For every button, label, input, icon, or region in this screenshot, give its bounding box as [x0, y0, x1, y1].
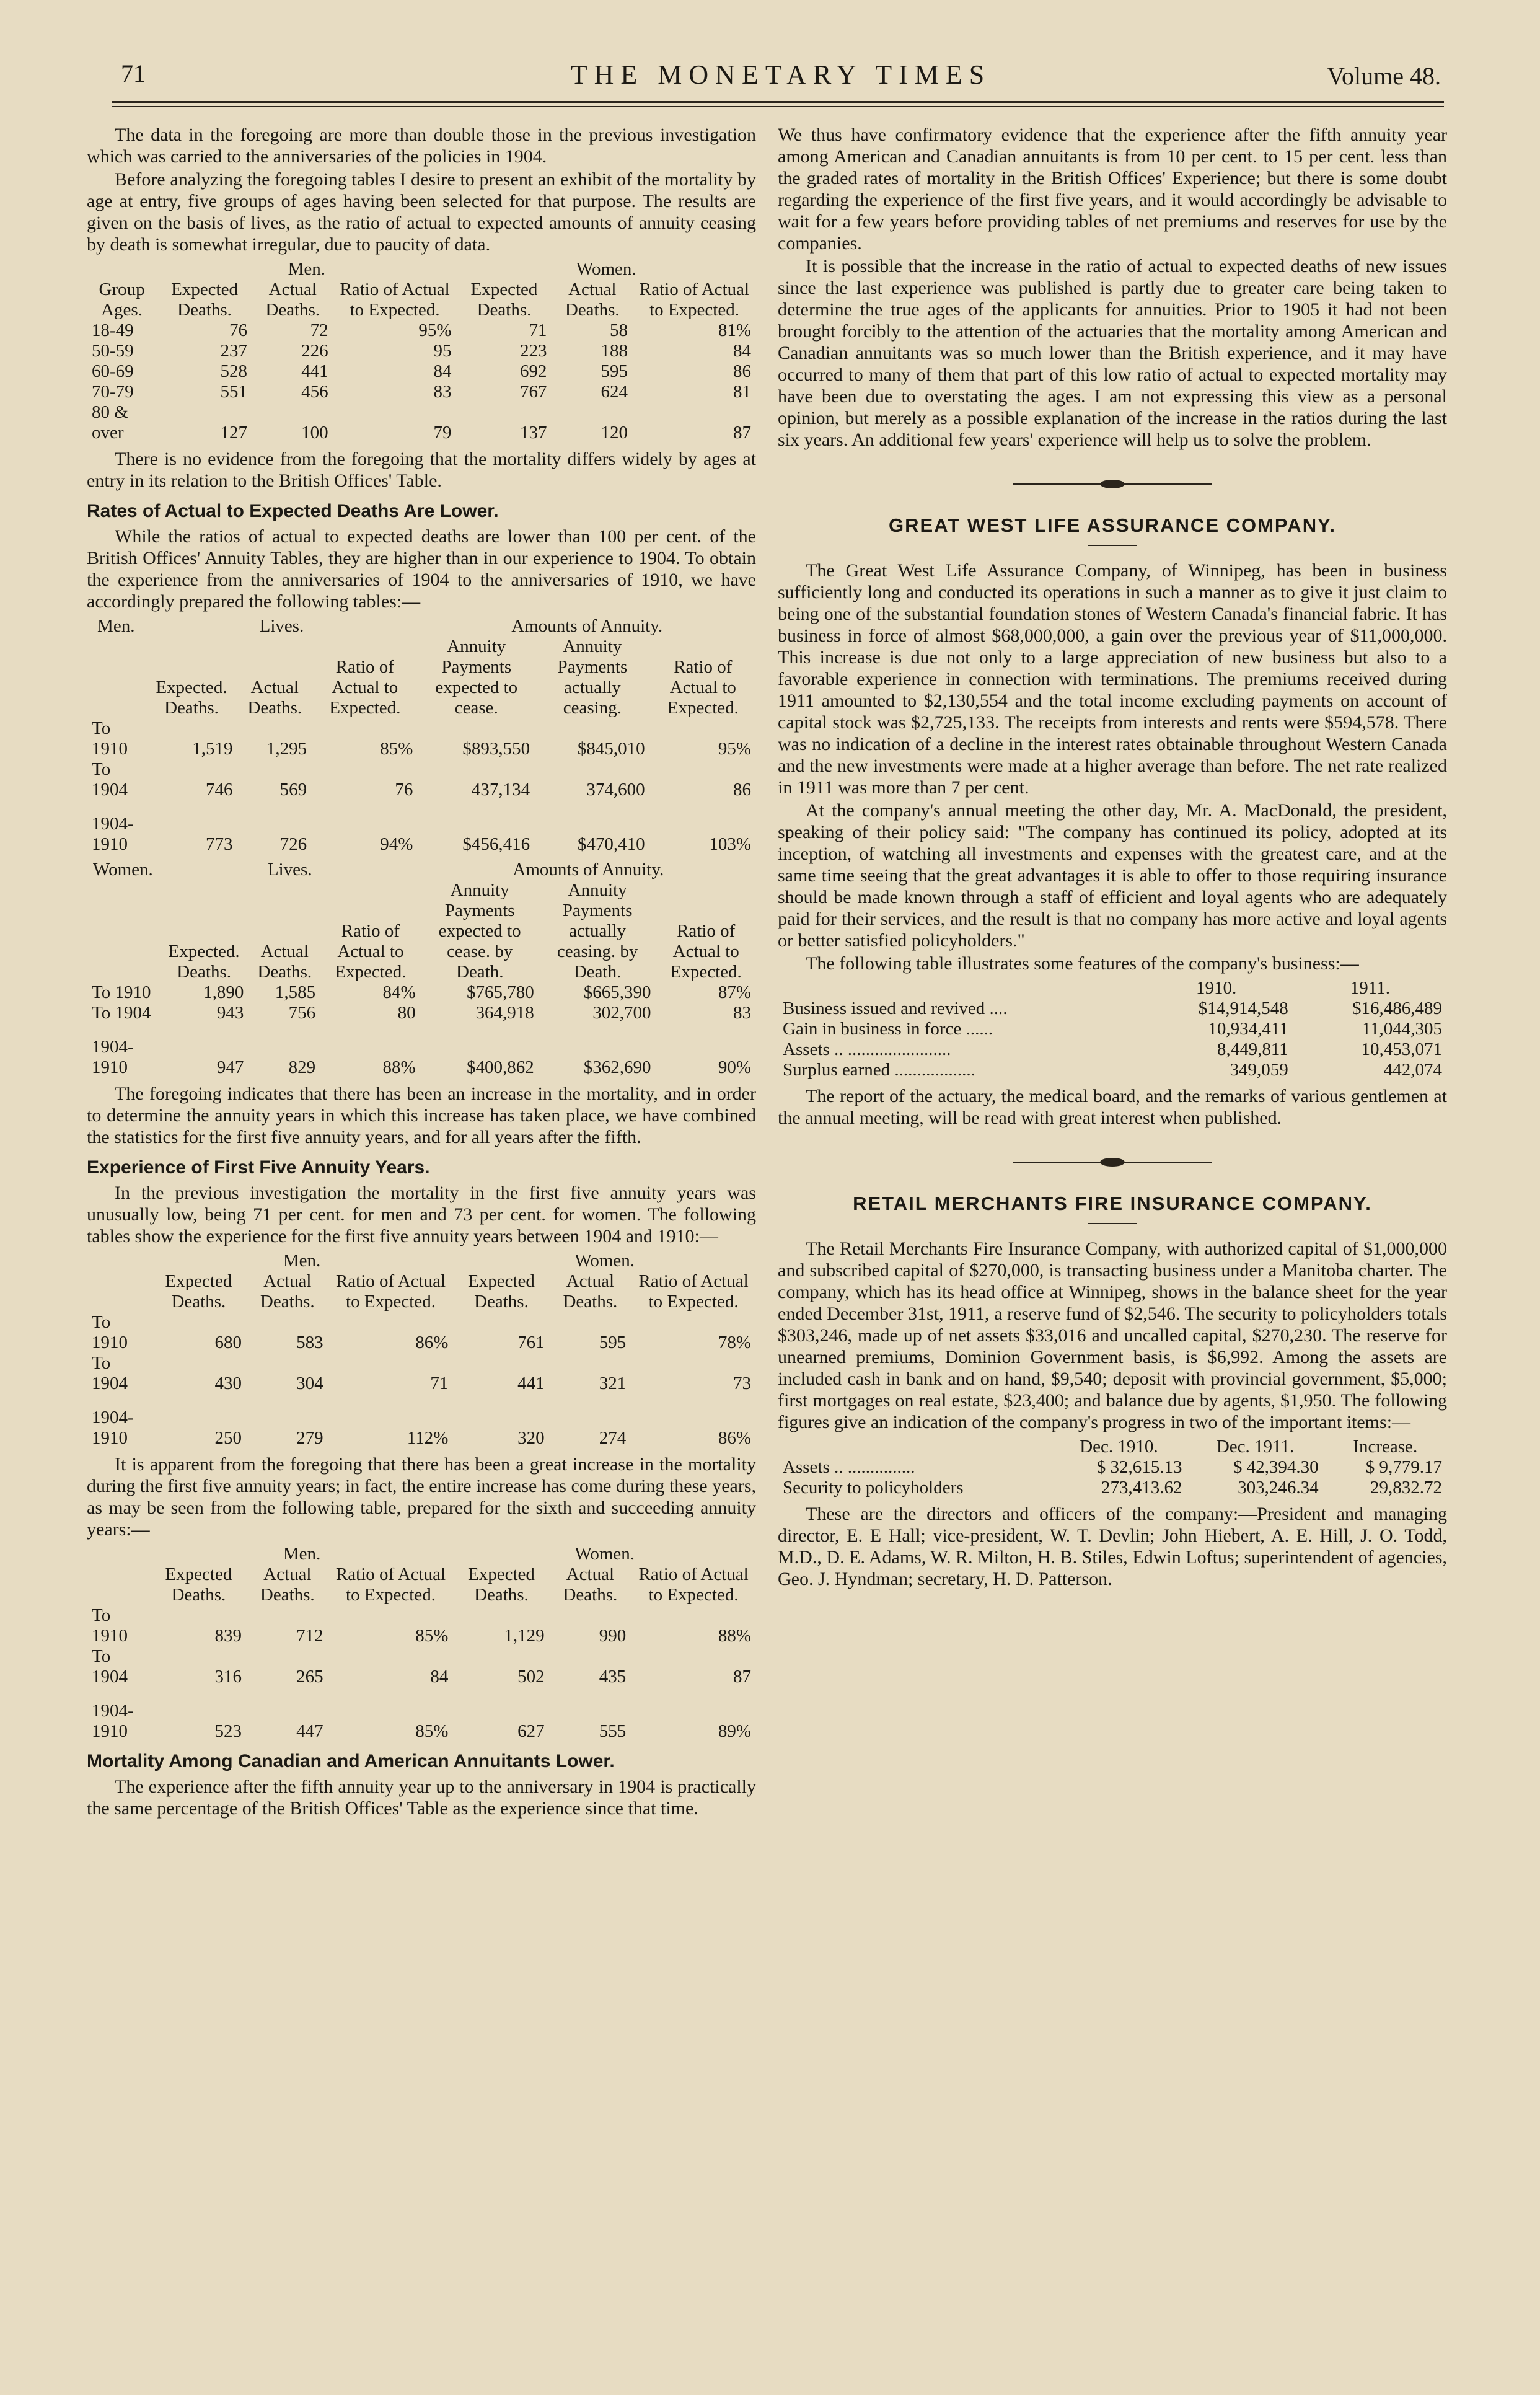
column-header: Ratio of Actual to Expected.: [638, 1271, 749, 1312]
table-cell: 84: [433, 361, 452, 381]
left-column: [87, 124, 756, 1820]
table-group-header: Lives.: [267, 860, 312, 880]
article-title: RETAIL MERCHANTS FIRE INSURANCE COMPANY.: [853, 1193, 1372, 1214]
table-cell: 627: [517, 1721, 545, 1741]
table-cell: Assets .. .......................: [783, 1039, 951, 1059]
table-row: [87, 320, 756, 341]
table-cell: 60-69: [92, 361, 134, 381]
table-cell: 120: [601, 423, 628, 443]
column-header: Expected. Deaths.: [168, 942, 240, 982]
table-row: [87, 1353, 756, 1394]
table-group-header: Lives.: [259, 616, 304, 636]
column-header: Ratio of Actual to Expected.: [335, 1271, 446, 1312]
table-cell: 943: [216, 1003, 244, 1023]
page-number: 71: [121, 60, 146, 87]
table-cell: To 1910: [92, 982, 151, 1002]
table-cell: 624: [601, 382, 628, 402]
table-cell: 583: [296, 1333, 323, 1352]
column-header: Expected Deaths.: [468, 1564, 535, 1605]
table-cell: $ 32,615.13: [1096, 1457, 1182, 1477]
table-cell: 773: [205, 834, 233, 854]
table-cell: To 1904: [92, 1003, 151, 1023]
table-cell: $665,390: [583, 982, 651, 1002]
mortality-by-age-table: [87, 259, 756, 443]
table-cell: 76: [395, 780, 413, 800]
table-cell: 441: [517, 1374, 545, 1393]
right-column: [778, 124, 1447, 1591]
table-cell: 528: [220, 361, 248, 381]
table-cell: 83: [733, 1003, 751, 1023]
table-cell: $400,862: [467, 1057, 534, 1077]
table-row: [778, 1478, 1447, 1498]
column-header: Ratio of Actual to Expected.: [329, 657, 401, 718]
table-cell: 1,295: [266, 739, 307, 759]
paragraph: The foregoing indicates that there has been an increase in the mortality, and in order to determine the annuity years in which this increase has taken place, we have combined the statistics for the first five annuity years, and for all years after the fifth.: [87, 1083, 756, 1147]
table-cell: 442,074: [1383, 1060, 1442, 1080]
column-header: Expected Deaths.: [165, 1271, 232, 1312]
table-row: [87, 800, 756, 855]
table-group-header: Women.: [576, 259, 636, 279]
column-header: Group Ages.: [99, 280, 145, 320]
table-cell: 551: [220, 382, 248, 402]
table-cell: 83: [433, 382, 452, 402]
table-group-header: Women.: [574, 1251, 635, 1271]
column-header: Expected. Deaths.: [156, 677, 227, 718]
column-header: Dec. 1910.: [1080, 1437, 1158, 1457]
table-cell: 95: [433, 341, 452, 361]
table-cell: 10,453,071: [1361, 1039, 1442, 1059]
table-cell: 274: [599, 1428, 627, 1448]
table-cell: 86: [733, 361, 751, 381]
table-row: [87, 361, 756, 382]
table-cell: To 1910: [92, 718, 128, 759]
paragraph: The Great West Life Assurance Company, of Winnipeg, has been in business sufficiently long and conducted its operations in such a manner as to give it just claim to being one of the substantial foundation stones of Western Canada's financial fabric. It has business in force of almost $68,000,000, a gain over the previous year of $11,000,000. This increase is due not only to a large appreciation of new business but also to a favorable experience in connection with terminations. The premiums received during 1911 amounted to $2,130,554 and the total income excluding payments on account of capital stock was $2,725,133. The receipts from interests and rents were $594,578. There was no indication of a decline in the interest rates obtainable throughout Western Canada and the new investments were made at a higher average than before. The net rate realized in 1911 was more than 7 per cent.: [778, 560, 1447, 798]
column-header: Expected Deaths.: [468, 1271, 535, 1312]
table-cell: To 1904: [92, 1646, 128, 1687]
table-cell: 712: [296, 1626, 323, 1646]
table-cell: 112%: [407, 1428, 449, 1448]
column-header: Annuity Payments actually ceasing.: [557, 637, 628, 718]
column-header: Ratio of Actual to Expected.: [335, 921, 407, 982]
table-cell: 502: [517, 1667, 545, 1687]
table-cell: 456: [301, 382, 328, 402]
title-rule: [1088, 1223, 1137, 1224]
table-cell: 127: [220, 423, 248, 443]
column-header: 1910.: [1196, 978, 1237, 998]
table-cell: 89%: [718, 1721, 751, 1741]
table-cell: 595: [599, 1333, 627, 1352]
table-cell: 829: [288, 1057, 316, 1077]
table-cell: 374,600: [586, 780, 645, 800]
table-cell: 86%: [415, 1333, 449, 1352]
table-cell: 29,832.72: [1370, 1478, 1442, 1497]
paragraph: These are the directors and officers of the company:—President and managing director, E. E Hall; vice-president, W. T. Devlin; John Hiebert, A. E. Hill, J. O. Todd, M.D., D. E. Adams, W. R. Milton, H. B. Stiles, Edwin Loftus; superintendent of agencies, Geo. J. Hyndman; secretary, H. D. Patterson.: [778, 1504, 1447, 1589]
table-row: [778, 1060, 1447, 1080]
table-row: [87, 1394, 756, 1449]
column-header: Dec. 1911.: [1216, 1437, 1295, 1457]
column-header: Expected Deaths.: [470, 280, 538, 320]
table-cell: 1,519: [192, 739, 233, 759]
table-cell: 1,890: [203, 982, 244, 1002]
table-cell: 87: [733, 423, 751, 443]
table-cell: 84: [733, 341, 751, 361]
table-row: [87, 759, 756, 800]
table-cell: 10,934,411: [1208, 1019, 1288, 1039]
article-title: GREAT WEST LIFE ASSURANCE COMPANY.: [889, 514, 1336, 536]
table-cell: $470,410: [577, 834, 645, 854]
table-cell: 1,585: [275, 982, 316, 1002]
table-cell: 137: [519, 423, 547, 443]
table-cell: 447: [296, 1721, 323, 1741]
table-cell: 302,700: [592, 1003, 651, 1023]
table-cell: $765,780: [467, 982, 534, 1002]
column-header: Annuity Payments expected to cease.: [435, 637, 518, 718]
column-header: Increase.: [1353, 1437, 1418, 1457]
table-cell: 70-79: [92, 382, 134, 402]
table-cell: To 1904: [92, 759, 128, 800]
table-cell: Security to policyholders: [783, 1478, 964, 1497]
table-cell: 767: [519, 382, 547, 402]
table-cell: 595: [601, 361, 628, 381]
column-header: Actual Deaths.: [265, 280, 320, 320]
section-divider-ornament: [778, 468, 1447, 490]
paragraph: The report of the actuary, the medical board, and the remarks of various gentlemen at the annual meeting, will be read with great interest when published.: [778, 1086, 1447, 1128]
table-cell: 435: [599, 1667, 627, 1687]
table-cell: 680: [214, 1333, 242, 1352]
table-cell: $362,690: [583, 1057, 651, 1077]
table-cell: 839: [214, 1626, 242, 1646]
table-cell: 80: [397, 1003, 416, 1023]
section-divider-ornament: [778, 1146, 1447, 1168]
table-cell: 990: [599, 1626, 627, 1646]
table-cell: 947: [216, 1057, 244, 1077]
paragraph: At the company's annual meeting the other day, Mr. A. MacDonald, the president, speaking of their policy said: "The company has continued its policy, adopted at its inception, of watching all investments and expenses with the greatest care, and at the same time seeing that the great advantages it is able to offer to those requiring insurance should be made known through a staff of efficient and loyal agents who are adequately paid for their services, and the result is that no company has more active and loyal agents or better satisfied policyholders.": [778, 800, 1447, 951]
table-cell: 1904-1910: [92, 1037, 134, 1077]
table-cell: 223: [519, 341, 547, 361]
table-cell: $16,486,489: [1352, 999, 1442, 1018]
table-cell: 18-49: [92, 320, 134, 340]
table-group-header: Men.: [288, 259, 325, 279]
table-group-header: Men.: [97, 616, 135, 636]
table-row: [87, 1023, 756, 1078]
table-row: [778, 1039, 1447, 1060]
table-cell: 1,129: [504, 1626, 545, 1646]
table-cell: 86%: [718, 1428, 751, 1448]
table-cell: 1904-1910: [92, 814, 134, 854]
publication-title: THE MONETARY TIMES: [570, 60, 992, 90]
table-group-header: Men.: [283, 1544, 321, 1564]
column-header: Annuity Payments actually ceasing. by Death.: [557, 880, 638, 982]
table-cell: 81: [733, 382, 751, 402]
column-header: Actual Deaths.: [260, 1564, 315, 1605]
column-header: Actual Deaths.: [247, 677, 302, 718]
column-header: Expected Deaths.: [171, 280, 238, 320]
table-cell: $14,914,548: [1198, 999, 1288, 1018]
table-cell: 79: [433, 423, 452, 443]
column-header: Actual Deaths.: [563, 1271, 618, 1312]
table-cell: 94%: [380, 834, 413, 854]
table-group-header: Men.: [283, 1251, 321, 1271]
table-cell: 349,059: [1230, 1060, 1288, 1080]
header-rule: [112, 101, 1444, 103]
table-row: [778, 1457, 1447, 1478]
table-cell: 237: [220, 341, 248, 361]
paragraph: It is apparent from the foregoing that there has been a great increase in the mortality during the first five annuity years; in fact, the entire increase has come during these years, as may be seen from the following table, prepared for the sixth and succeeding annuity years:—: [87, 1454, 756, 1540]
section-heading: Mortality Among Canadian and American Annuitants Lower.: [87, 1751, 615, 1771]
table-cell: 316: [214, 1667, 242, 1687]
table-cell: 85%: [380, 739, 413, 759]
column-header: 1911.: [1350, 978, 1390, 998]
table-cell: 81%: [718, 320, 751, 340]
table-cell: 430: [214, 1374, 242, 1393]
table-cell: 8,449,811: [1217, 1039, 1288, 1059]
table-cell: $893,550: [462, 739, 530, 759]
table-row: [87, 982, 756, 1003]
table-cell: 85%: [415, 1721, 449, 1741]
table-cell: 188: [601, 341, 628, 361]
table-cell: 84: [430, 1667, 449, 1687]
table-row: [87, 1003, 756, 1023]
table-cell: 303,246.34: [1238, 1478, 1319, 1497]
paragraph: It is possible that the increase in the ratio of actual to expected deaths of new issues since the last experience was published is partly due to greater care being taken to determine the true ages of the applicants for annuities. Prior to 1905 it had not been brought forcibly to the attention of the actuaries that the mortality among American and Canadian annuitants was so much lower than the British experience, and it may have occurred to many of them that part of this low ratio of actual to expected mortality may have been due to overstating the ages. I am not expressing this view as a personal opinion, but merely as a possible explanation of the increase in the ratios during the last six years. An additional few years' experience will help us to solve the problem.: [778, 256, 1447, 450]
table-row: [87, 1605, 756, 1646]
paragraph: There is no evidence from the foregoing that the mortality differs widely by ages at entry in its relation to the British Offices' Table.: [87, 449, 756, 491]
paragraph: Before analyzing the foregoing tables I desire to present an exhibit of the mortality by age at entry, five groups of ages having been selected for that purpose. The results are given on the basis of lives, as the ratio of actual to expected amounts of annuity ceasing by death is somewhat irregular, due to paucity of data.: [87, 169, 756, 255]
women-lives-annuity-table: [87, 860, 756, 1078]
table-cell: 265: [296, 1667, 323, 1687]
table-row: [87, 382, 756, 402]
column-header: Actual Deaths.: [260, 1271, 315, 1312]
table-cell: To 1910: [92, 1312, 128, 1352]
column-header: Ratio of Actual to Expected.: [670, 921, 742, 982]
column-header: Actual Deaths.: [565, 280, 620, 320]
section-heading: Rates of Actual to Expected Deaths Are Lower.: [87, 501, 499, 521]
column-header: Actual Deaths.: [563, 1564, 618, 1605]
sixth-and-succeeding-years-table: [87, 1544, 756, 1742]
header-rule-thin: [112, 106, 1444, 107]
table-cell: Gain in business in force ......: [783, 1019, 993, 1039]
table-cell: 71: [430, 1374, 449, 1393]
table-cell: 321: [599, 1374, 627, 1393]
table-cell: $845,010: [577, 739, 645, 759]
table-row: [87, 402, 756, 443]
table-cell: 437,134: [471, 780, 530, 800]
paragraph: We thus have confirmatory evidence that the experience after the fifth annuity year among American and Canadian annuitants is from 10 per cent. to 15 per cent. less than the graded rates of mortality in the British Offices' Experience; but there is some doubt regarding the experience of the first five years, and it would accordingly be advisable to wait for a few years before providing tables of net premiums and reserves for use by the companies.: [778, 125, 1447, 254]
table-cell: 279: [296, 1428, 323, 1448]
table-cell: $ 9,779.17: [1365, 1457, 1442, 1477]
table-cell: 86: [733, 780, 751, 800]
table-row: [87, 1687, 756, 1742]
table-cell: 58: [610, 320, 628, 340]
table-row: [778, 1019, 1447, 1039]
great-west-business-table: [778, 978, 1447, 1080]
table-cell: 84%: [382, 982, 416, 1002]
table-group-header: Women.: [574, 1544, 635, 1564]
table-cell: 87: [733, 1667, 751, 1687]
table-cell: 95%: [418, 320, 452, 340]
column-header: Annuity Payments expected to cease. by Death.: [438, 880, 521, 982]
paragraph: The experience after the fifth annuity year up to the anniversary in 1904 is practically the same percentage of the British Offices' Table as the experience since that time.: [87, 1776, 756, 1819]
column-header: Ratio of Actual to Expected.: [667, 657, 739, 718]
table-cell: Assets .. ...............: [783, 1457, 915, 1477]
table-row: [778, 999, 1447, 1019]
table-row: [87, 718, 756, 759]
table-cell: Surplus earned ..................: [783, 1060, 975, 1080]
table-cell: 761: [517, 1333, 545, 1352]
men-lives-annuity-table: [87, 616, 756, 855]
paragraph: The following table illustrates some features of the company's business:—: [806, 953, 1359, 974]
retail-merchants-progress-table: [778, 1437, 1447, 1498]
table-cell: 320: [517, 1428, 545, 1448]
title-rule: [1088, 545, 1137, 546]
table-cell: 85%: [415, 1626, 449, 1646]
paragraph: The Retail Merchants Fire Insurance Company, with authorized capital of $1,000,000 and subscribed capital of $270,000, is transacting business under a Manitoba charter. The company, which has its head office at Winnipeg, shows in the balance sheet for the year ended December 31st, 1911, a reserve fund of $2,546. The security to policyholders totals $303,246, made up of net assets $33,016 and uncalled capital, $270,230. The reserve for unearned premiums, Dominion Government basis, is $6,992. Among the assets are included cash in bank and on hand, $9,540; deposit with provincial government, $5,000; first mortgages on real estate, $23,400; and balance due by agents, $1,950. The following figures give an indication of the company's progress in two of the important items:—: [778, 1238, 1447, 1432]
table-cell: 1904-1910: [92, 1701, 134, 1741]
table-cell: 756: [288, 1003, 316, 1023]
table-cell: 73: [733, 1374, 751, 1393]
volume-label: Volume 48.: [1327, 62, 1441, 90]
table-cell: 11,044,305: [1362, 1019, 1442, 1039]
table-cell: 78%: [718, 1333, 751, 1352]
column-header: Ratio of Actual to Expected.: [638, 1564, 749, 1605]
table-cell: 555: [599, 1721, 627, 1741]
column-header: Ratio of Actual to Expected.: [340, 280, 450, 320]
table-cell: 76: [229, 320, 248, 340]
table-cell: 726: [279, 834, 307, 854]
table-cell: 523: [214, 1721, 242, 1741]
column-header: Actual Deaths.: [257, 942, 312, 982]
table-cell: 80 & over: [92, 402, 128, 443]
table-group-header: Amounts of Annuity.: [513, 860, 664, 880]
paragraph: While the ratios of actual to expected deaths are lower than 100 per cent. of the British Offices' Annuity Tables, they are higher than in our experience to 1904. To obtain the experience from the anniversaries of 1904 to the anniversaries of 1910, we have accordingly prepared the following tables:—: [87, 526, 756, 612]
paragraph: The data in the foregoing are more than double those in the previous investigation which was carried to the anniversaries of the policies in 1904.: [87, 125, 756, 167]
table-cell: 88%: [382, 1057, 416, 1077]
table-cell: 100: [301, 423, 328, 443]
table-cell: 90%: [718, 1057, 751, 1077]
table-group-header: Amounts of Annuity.: [511, 616, 663, 636]
table-cell: 95%: [718, 739, 751, 759]
table-cell: 364,918: [475, 1003, 534, 1023]
table-cell: 50-59: [92, 341, 134, 361]
table-cell: 569: [279, 780, 307, 800]
column-header: Ratio of Actual to Expected.: [639, 280, 750, 320]
table-row: [87, 341, 756, 361]
section-heading: Experience of First Five Annuity Years.: [87, 1157, 430, 1178]
table-cell: $ 42,394.30: [1233, 1457, 1319, 1477]
table-cell: 71: [529, 320, 547, 340]
table-cell: 441: [301, 361, 328, 381]
table-cell: 273,413.62: [1101, 1478, 1182, 1497]
table-cell: To 1910: [92, 1605, 128, 1646]
table-cell: 103%: [709, 834, 751, 854]
table-cell: 72: [310, 320, 328, 340]
table-group-header: Women.: [93, 860, 153, 880]
table-cell: 87%: [718, 982, 751, 1002]
table-cell: 250: [214, 1428, 242, 1448]
table-cell: $456,416: [462, 834, 530, 854]
table-cell: Business issued and revived ....: [783, 999, 1008, 1018]
table-cell: To 1904: [92, 1353, 128, 1393]
first-five-years-table: [87, 1251, 756, 1449]
column-header: Ratio of Actual to Expected.: [335, 1564, 446, 1605]
table-cell: 746: [205, 780, 233, 800]
paragraph: In the previous investigation the mortality in the first five annuity years was unusually low, being 71 per cent. for men and 73 per cent. for women. The following tables show the experience for the first five annuity years between 1904 and 1910:—: [87, 1183, 756, 1246]
table-cell: 1904-1910: [92, 1408, 134, 1448]
column-header: Expected Deaths.: [165, 1564, 232, 1605]
table-row: [87, 1312, 756, 1353]
table-cell: 304: [296, 1374, 323, 1393]
table-row: [87, 1646, 756, 1687]
table-cell: 692: [519, 361, 547, 381]
table-cell: 226: [301, 341, 328, 361]
table-cell: 88%: [718, 1626, 751, 1646]
